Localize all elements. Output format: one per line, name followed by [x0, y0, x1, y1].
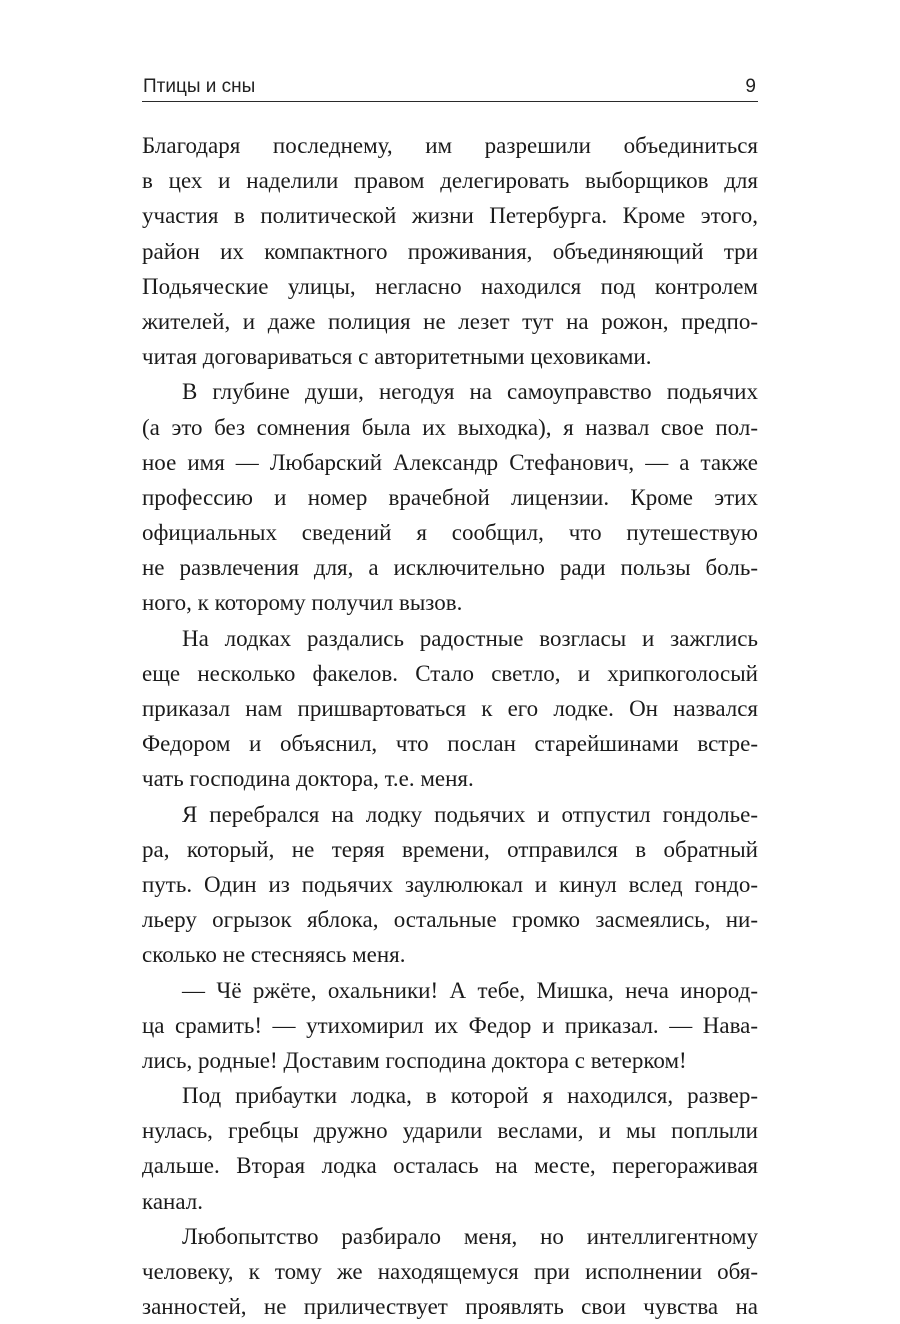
- text-line: человеку, к тому же находящемуся при исполнении обя-: [142, 1259, 758, 1284]
- text-line: участия в политической жизни Петербурга. Кроме этого,: [142, 203, 758, 229]
- text-line: еще несколько факелов. Стало светло, и хрипкоголосый: [142, 660, 758, 686]
- text-line: На лодках раздались радостные возгласы и зажглись: [182, 625, 758, 651]
- text-line: (а это без сомнения была их выходка), я назвал свое пол-: [142, 414, 758, 440]
- text-line: читая договариваться с авторитетными цеховиками.: [142, 344, 652, 370]
- text-line: приказал нам пришвартоваться к его лодке. Он назвался: [142, 696, 758, 721]
- text-line: Под прибаутки лодка, в которой я находился, развер-: [182, 1083, 758, 1109]
- text-line: путь. Один из подьячих заулюлюкал и кинул вслед гондо-: [142, 871, 758, 897]
- text-line: в цех и наделили правом делегировать выборщиков для: [142, 168, 758, 194]
- text-line: не развлечения для, а исключительно ради пользы боль-: [142, 555, 758, 581]
- text-line: нулась, гребцы дружно ударили веслами, и мы поплыли: [142, 1118, 758, 1144]
- text-line: район их компактного проживания, объединяющий три: [142, 238, 758, 264]
- running-head: [142, 70, 758, 102]
- text-line: ца срамить! — утихомирил их Федор и приказал. — Нава-: [142, 1012, 758, 1038]
- text-line: Подьяческие улицы, негласно находился под контролем: [142, 273, 758, 299]
- text-line: ного, к которому получил вызов.: [142, 590, 463, 616]
- text-line: ное имя — Любарский Александр Стефанович, — а также: [142, 449, 758, 475]
- text-line: лись, родные! Доставим господина доктора с ветерком!: [142, 1047, 687, 1073]
- body-text: [142, 128, 758, 1324]
- text-line: Федором и объяснил, что послан старейшинами встре-: [142, 731, 758, 757]
- text-line: — Чё ржёте, охальники! А тебе, Мишка, неча инород-: [182, 977, 758, 1003]
- text-line: Я перебрался на лодку подьячих и отпустил гондолье-: [182, 801, 758, 827]
- book-page: [142, 70, 758, 1324]
- running-title: Птицы и сны: [143, 76, 256, 97]
- text-line: дальше. Вторая лодка осталась на месте, перегораживая: [142, 1153, 758, 1179]
- text-line: Любопытство разбирало меня, но интеллигентному: [182, 1223, 758, 1249]
- text-line: занностей, не приличествует проявлять свои чувства на: [142, 1294, 758, 1320]
- text-line: В глубине души, негодуя на самоуправство подьячих: [182, 379, 758, 405]
- text-line: официальных сведений я сообщил, что путешествую: [142, 520, 758, 546]
- text-line: ра, который, не теряя времени, отправился в обратный: [142, 836, 758, 862]
- text-line: профессию и номер врачебной лицензии. Кроме этих: [142, 484, 758, 510]
- text-line: сколько не стесняясь меня.: [142, 942, 406, 968]
- text-line: льеру огрызок яблока, остальные громко засмеялись, ни-: [142, 907, 758, 933]
- text-line: Благодаря последнему, им разрешили объединиться: [142, 133, 758, 158]
- text-line: чать господина доктора, т.е. меня.: [142, 766, 474, 792]
- text-line: жителей, и даже полиция не лезет тут на рожон, предпо-: [142, 308, 758, 334]
- text-line: канал.: [142, 1188, 203, 1214]
- page-number: 9: [745, 76, 756, 97]
